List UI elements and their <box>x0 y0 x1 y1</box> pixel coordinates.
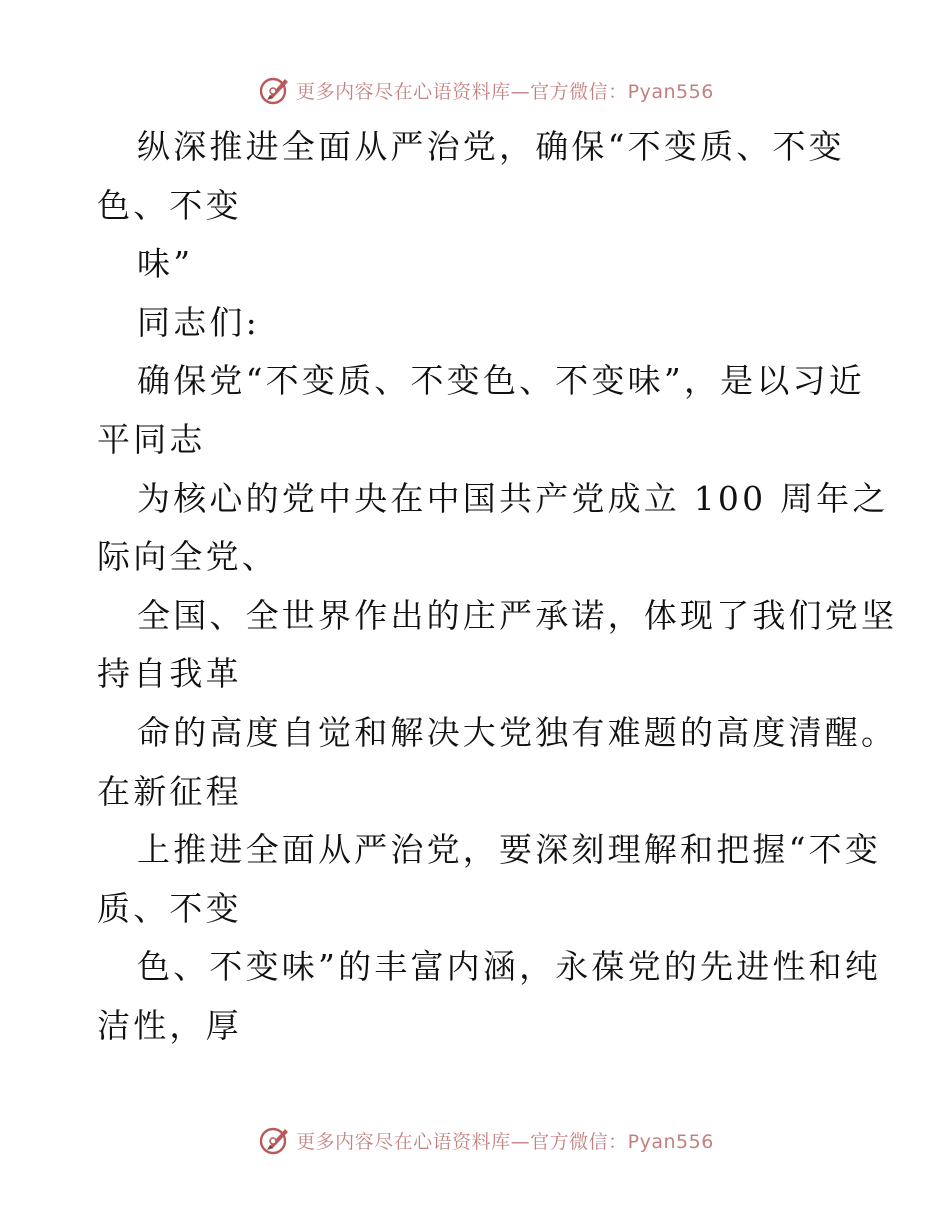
text-line: 同志们: <box>137 302 260 342</box>
text-line: 全国、全世界作出的庄严承诺，体现了我们党坚 <box>137 595 898 635</box>
text-line: 持自我革 <box>97 654 242 694</box>
footer-banner-text: 更多内容尽在心语资料库—官方微信：Pyan556 <box>296 1130 714 1153</box>
text-line: 色、不变 <box>97 185 242 225</box>
quill-logo-icon <box>258 73 292 107</box>
footer-banner-content <box>258 1123 714 1157</box>
document-body <box>97 118 897 1056</box>
text-line: 质、不变 <box>97 888 242 928</box>
text-line: 在新征程 <box>97 771 242 811</box>
header-banner <box>0 70 950 110</box>
text-line: 确保党“不变质、不变色、不变味”，是以习近 <box>137 361 865 401</box>
text-line: 纵深推进全面从严治党，确保“不变质、不变 <box>137 127 845 166</box>
header-banner-text: 更多内容尽在心语资料库—官方微信：Pyan556 <box>296 80 714 103</box>
text-line: 上推进全面从严治党，要深刻理解和把握“不变 <box>137 830 882 870</box>
header-banner-content <box>258 73 714 107</box>
text-line: 洁性，厚 <box>97 1005 242 1045</box>
text-line: 命的高度自觉和解决大党独有难题的高度清醒。 <box>137 712 898 752</box>
text-line: 际向全党、 <box>97 537 278 577</box>
text-line: 为核心的党中央在中国共产党成立 100 周年之 <box>137 478 889 518</box>
text-line: 色、不变味”的丰富内涵，永葆党的先进性和纯 <box>137 947 882 987</box>
text-line: 味” <box>137 244 194 284</box>
footer-banner <box>0 1120 950 1160</box>
quill-logo-icon <box>258 1123 292 1157</box>
text-line: 平同志 <box>97 419 206 459</box>
